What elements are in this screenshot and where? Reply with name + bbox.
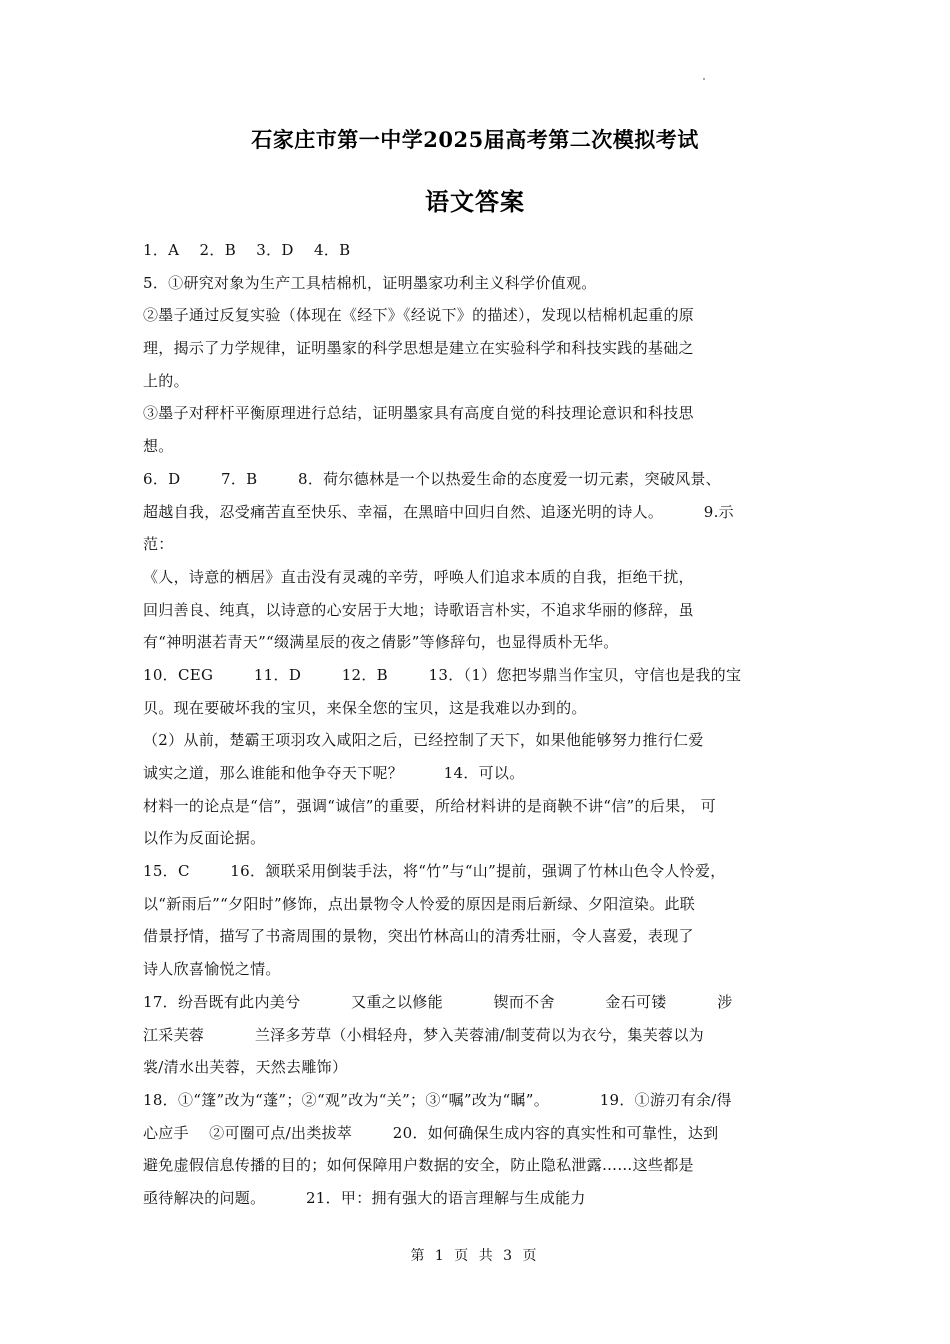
answer-line: 范： [143, 535, 174, 554]
answer-line: 17．纷吾既有此内美兮 又重之以修能 锲而不舍 金石可镂 涉 [143, 992, 733, 1011]
answer-line: 6．D 7．B 8．荷尔德林是一个以热爱生命的态度爱一切元素，突破风景、 [143, 469, 721, 488]
answer-line: 1．A 2．B 3．D 4．B [143, 241, 351, 259]
answer-line: 《人，诗意的栖居》直击没有灵魂的辛劳，呼唤人们追求本质的自我，拒绝干扰， [143, 567, 694, 586]
answer-line: 诚实之道，那么谁能和他争夺天下呢？ 14．可以。 [143, 764, 525, 782]
scan-speck [703, 78, 705, 80]
answer-line: 裳/清水出芙蓉，天然去雕饰） [143, 1058, 348, 1077]
answer-line: 江采芙蓉 兰泽多芳草（小楫轻舟，梦入芙蓉浦/制芰荷以为衣兮，集芙蓉以为 [143, 1025, 704, 1044]
answer-line: 以作为反面论据。 [143, 829, 266, 848]
exam-title: 石家庄市第一中学2025届高考第二次模拟考试 [251, 127, 699, 152]
answer-line: 想。 [143, 437, 174, 456]
answer-line: ③墨子对秤杆平衡原理进行总结，证明墨家具有高度自觉的科技理论意识和科技思 [143, 404, 694, 423]
answer-line: 5．①研究对象为生产工具桔棉机，证明墨家功利主义科学价值观。 [143, 273, 597, 292]
answer-body [143, 234, 808, 1215]
answer-line: 材料一的论点是“信”，强调“诚信”的重要，所给材料讲的是商鞅不讲“信”的后果， 可 [143, 796, 717, 815]
answer-line: 心应手 ②可圈可点/出类拔萃 20．如何确保生成内容的真实性和可靠性，达到 [143, 1123, 719, 1142]
answer-line: 有“神明湛若青天”“缀满星辰的夜之倩影”等修辞句，也显得质朴无华。 [143, 633, 619, 652]
answer-line: ②墨子通过反复实验（体现在《经下》《经说下》的描述），发现以桔棉机起重的原 [143, 306, 695, 325]
answer-line: 贝。现在要破坏我的宝贝，来保全您的宝贝，这是我难以办到的。 [143, 698, 587, 717]
answer-line: 10．CEG 11．D 12．B 13．（1）您把岑鼎当作宝贝，守信也是我的宝 [143, 665, 742, 684]
answer-line: 诗人欣喜愉悦之情。 [143, 960, 281, 979]
answer-line: 15．C 16．颔联采用倒装手法，将“竹”与“山”提前，强调了竹林山色令人怜爱， [143, 862, 726, 881]
answer-line: 上的。 [143, 371, 189, 390]
answer-line: 18．①“篷”改为“蓬”；②“观”改为“关”；③“嘱”改为“瞩”。 19．①游刃有余/得 [143, 1090, 732, 1109]
answer-line: 避免虚假信息传播的目的；如何保障用户数据的安全，防止隐私泄露……这些都是 [143, 1156, 694, 1175]
answer-line: 超越自我，忍受痛苦直至快乐、幸福，在黑暗中回归自然、追逐光明的诗人。 9.示 [143, 502, 734, 521]
page-number: 第 1 页 共 3 页 [410, 1248, 540, 1264]
answer-line: 以“新雨后”“夕阳时”修饰，点出景物令人怜爱的原因是雨后新绿、夕阳渲染。此联 [143, 894, 696, 913]
answer-line: 理，揭示了力学规律，证明墨家的科学思想是建立在实验科学和科技实践的基础之 [143, 339, 694, 358]
answer-heading: 语文答案 [425, 187, 525, 216]
answer-line: （2）从前，楚霸王项羽攻入咸阳之后，已经控制了天下，如果他能够努力推行仁爱 [143, 731, 704, 750]
answer-line: 借景抒情，描写了书斋周围的景物，突出竹林高山的清秀壮丽，令人喜爱，表现了 [143, 927, 694, 946]
answer-line: 亟待解决的问题。 21．甲：拥有强大的语言理解与生成能力 [143, 1188, 586, 1207]
answer-line: 回归善良、纯真，以诗意的心安居于大地；诗歌语言朴实，不追求华丽的修辞，虽 [143, 600, 694, 619]
